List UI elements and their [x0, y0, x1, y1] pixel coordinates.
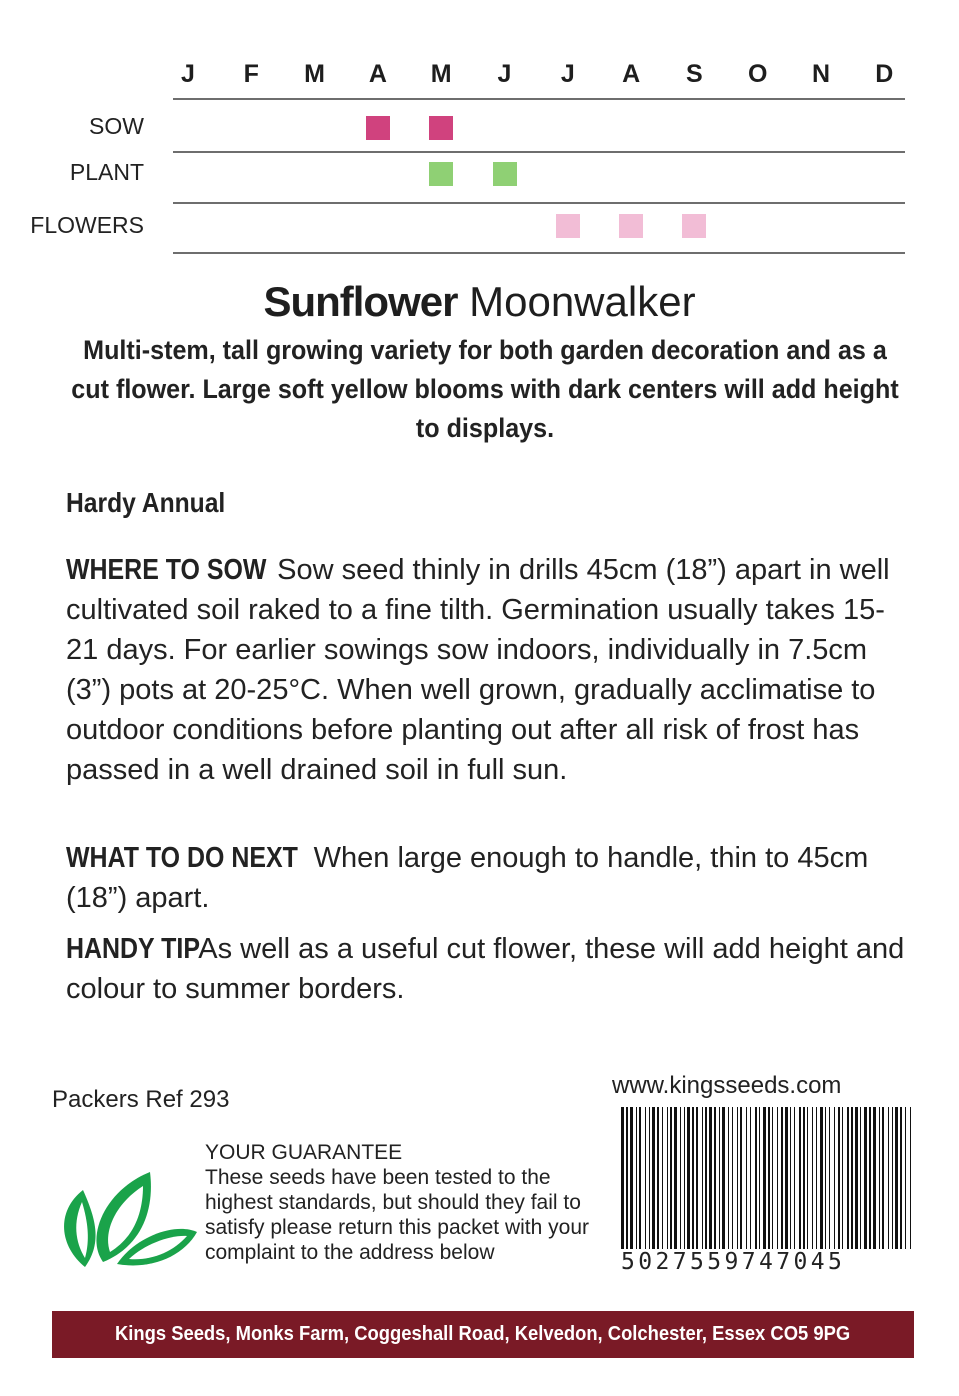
- barcode-bar: [888, 1107, 889, 1249]
- month-label: A: [368, 60, 387, 88]
- website-link[interactable]: www.kingsseeds.com: [612, 1072, 842, 1099]
- footer-address-bar: [52, 1311, 914, 1358]
- barcode-bar: [732, 1107, 733, 1249]
- barcode-bar: [834, 1107, 835, 1249]
- barcode-bar: [895, 1107, 898, 1249]
- barcode-bar: [812, 1107, 813, 1249]
- barcode-bar: [755, 1107, 757, 1249]
- calendar-mark-flowers: [682, 214, 706, 238]
- barcode-bar: [687, 1107, 690, 1249]
- barcode-bar: [722, 1107, 725, 1249]
- barcode-bar: [851, 1107, 853, 1249]
- barcode-bar: [807, 1107, 808, 1249]
- barcode-bar: [630, 1107, 633, 1249]
- barcode-bar: [905, 1107, 906, 1249]
- guarantee-text: These seeds have been tested to the highest standards, but should they fail to satisfy please return this packet with your complaint to the address below: [205, 1166, 590, 1264]
- barcode-bar: [636, 1107, 637, 1249]
- what-to-do-next-section: [66, 838, 906, 918]
- barcode-bar: [838, 1107, 840, 1249]
- barcode-bar: [626, 1107, 628, 1249]
- barcode-bar: [910, 1107, 911, 1249]
- month-label: A: [622, 60, 641, 88]
- barcode-bar: [639, 1107, 641, 1249]
- barcode-bar: [702, 1107, 703, 1249]
- calendar-mark-flowers: [556, 214, 580, 238]
- product-title-bold: Sunflower: [263, 278, 458, 325]
- calendar-mark-sow: [366, 116, 390, 140]
- calendar-divider: [173, 151, 905, 153]
- barcode-bar: [829, 1107, 830, 1249]
- calendar-row-label-sow: SOW: [89, 113, 144, 139]
- barcode-bar: [777, 1107, 778, 1249]
- barcode-bar: [781, 1107, 783, 1249]
- month-label: J: [497, 60, 512, 88]
- barcode-bar: [662, 1107, 663, 1249]
- barcode-number: 5027559747045: [621, 1249, 846, 1275]
- barcode-bar: [873, 1107, 876, 1249]
- barcode-bar: [649, 1107, 650, 1249]
- barcode-bar: [667, 1107, 668, 1249]
- barcode-bar: [825, 1107, 826, 1249]
- calendar-row-label-plant: PLANT: [69, 159, 144, 185]
- barcode-bar: [674, 1107, 677, 1249]
- calendar-mark-plant: [429, 162, 453, 186]
- barcode-bar: [728, 1107, 729, 1249]
- where-to-sow-heading: WHERE TO SOW: [66, 554, 267, 586]
- barcode-bar: [879, 1107, 880, 1249]
- handy-tip-text: As well as a useful cut flower, these will add height and colour to summer borders.: [66, 933, 905, 1005]
- barcode-bar: [790, 1107, 791, 1249]
- product-title-variety: Moonwalker: [469, 278, 696, 325]
- product-title: [0, 278, 959, 326]
- barcode-bar: [737, 1107, 738, 1249]
- barcode-bar: [714, 1107, 716, 1249]
- barcode-bar: [799, 1107, 801, 1249]
- barcode-bar: [709, 1107, 712, 1249]
- sowing-calendar: [0, 0, 959, 270]
- barcode-bar: [705, 1107, 707, 1249]
- barcode: [621, 1107, 911, 1249]
- calendar-mark-sow: [429, 116, 453, 140]
- month-label: O: [747, 60, 768, 88]
- barcode-bar: [855, 1107, 858, 1249]
- what-to-do-next-heading: WHAT TO DO NEXT: [66, 842, 298, 874]
- calendar-divider: [173, 98, 905, 100]
- barcode-bar: [772, 1107, 773, 1249]
- calendar-mark-plant: [493, 162, 517, 186]
- barcode-bar: [900, 1107, 902, 1249]
- guarantee-heading: YOUR GUARANTEE: [205, 1141, 403, 1164]
- barcode-bar: [680, 1107, 681, 1249]
- month-label: M: [304, 60, 325, 88]
- barcode-bar: [740, 1107, 742, 1249]
- barcode-bar: [645, 1107, 646, 1249]
- barcode-bar: [670, 1107, 672, 1249]
- calendar-divider: [173, 252, 905, 254]
- barcode-bar: [657, 1107, 659, 1249]
- where-to-sow-text: Sow seed thinly in drills 45cm (18”) apart in well cultivated soil raked to a fine tilth. Germination usually takes 15-21 days. For earlier sowings sow indoors, individually in 7.5cm (3”) pots at 20-25°C. When well grown, gradually acclimatise to outdoor conditions before planting out after all risk of frost has passed in a well drained soil in full sun.: [66, 554, 890, 786]
- barcode-bar: [820, 1107, 823, 1249]
- barcode-bar: [719, 1107, 720, 1249]
- barcode-bar: [794, 1107, 795, 1249]
- plant-habit: Hardy Annual: [66, 487, 226, 518]
- barcode-bar: [692, 1107, 694, 1249]
- barcode-bar: [652, 1107, 655, 1249]
- calendar-row-label-flowers: FLOWERS: [30, 212, 144, 238]
- barcode-bar: [785, 1107, 788, 1249]
- month-label: J: [560, 60, 575, 88]
- leaf-logo-icon: [55, 1162, 200, 1272]
- barcode-bar: [763, 1107, 766, 1249]
- calendar-divider: [173, 202, 905, 204]
- packers-ref: Packers Ref 293: [52, 1086, 230, 1113]
- where-to-sow-section: [66, 550, 906, 790]
- barcode-bar: [847, 1107, 849, 1249]
- month-label: M: [430, 60, 452, 88]
- month-label: F: [243, 60, 259, 88]
- barcode-bar: [621, 1107, 624, 1249]
- barcode-bar: [860, 1107, 861, 1249]
- month-label: N: [811, 60, 831, 88]
- barcode-bar: [803, 1107, 805, 1249]
- barcode-bar: [842, 1107, 843, 1249]
- barcode-bar: [816, 1107, 817, 1249]
- footer-address: Kings Seeds, Monks Farm, Coggeshall Road, Kelvedon, Colchester, Essex CO5 9PG: [115, 1323, 851, 1345]
- barcode-bar: [882, 1107, 884, 1249]
- calendar-mark-flowers: [619, 214, 643, 238]
- barcode-bar: [750, 1107, 751, 1249]
- handy-tip-section: [66, 929, 906, 1009]
- barcode-bar: [768, 1107, 770, 1249]
- month-label: S: [686, 60, 703, 88]
- barcode-bar: [759, 1107, 760, 1249]
- barcode-bar: [892, 1107, 893, 1249]
- barcode-bar: [864, 1107, 867, 1249]
- barcode-bar: [696, 1107, 698, 1249]
- barcode-bar: [746, 1107, 747, 1249]
- barcode-bar: [684, 1107, 685, 1249]
- barcode-bar: [869, 1107, 871, 1249]
- month-label: J: [181, 60, 195, 88]
- product-description: Multi-stem, tall growing variety for both garden decoration and as a cut flower. Large soft yellow blooms with dark centers will add height to displays.: [71, 335, 899, 443]
- month-label: D: [875, 60, 894, 88]
- handy-tip-heading: HANDY TIP: [66, 933, 200, 965]
- what-to-do-next-text: When large enough to handle, thin to 45cm (18”) apart.: [66, 842, 869, 914]
